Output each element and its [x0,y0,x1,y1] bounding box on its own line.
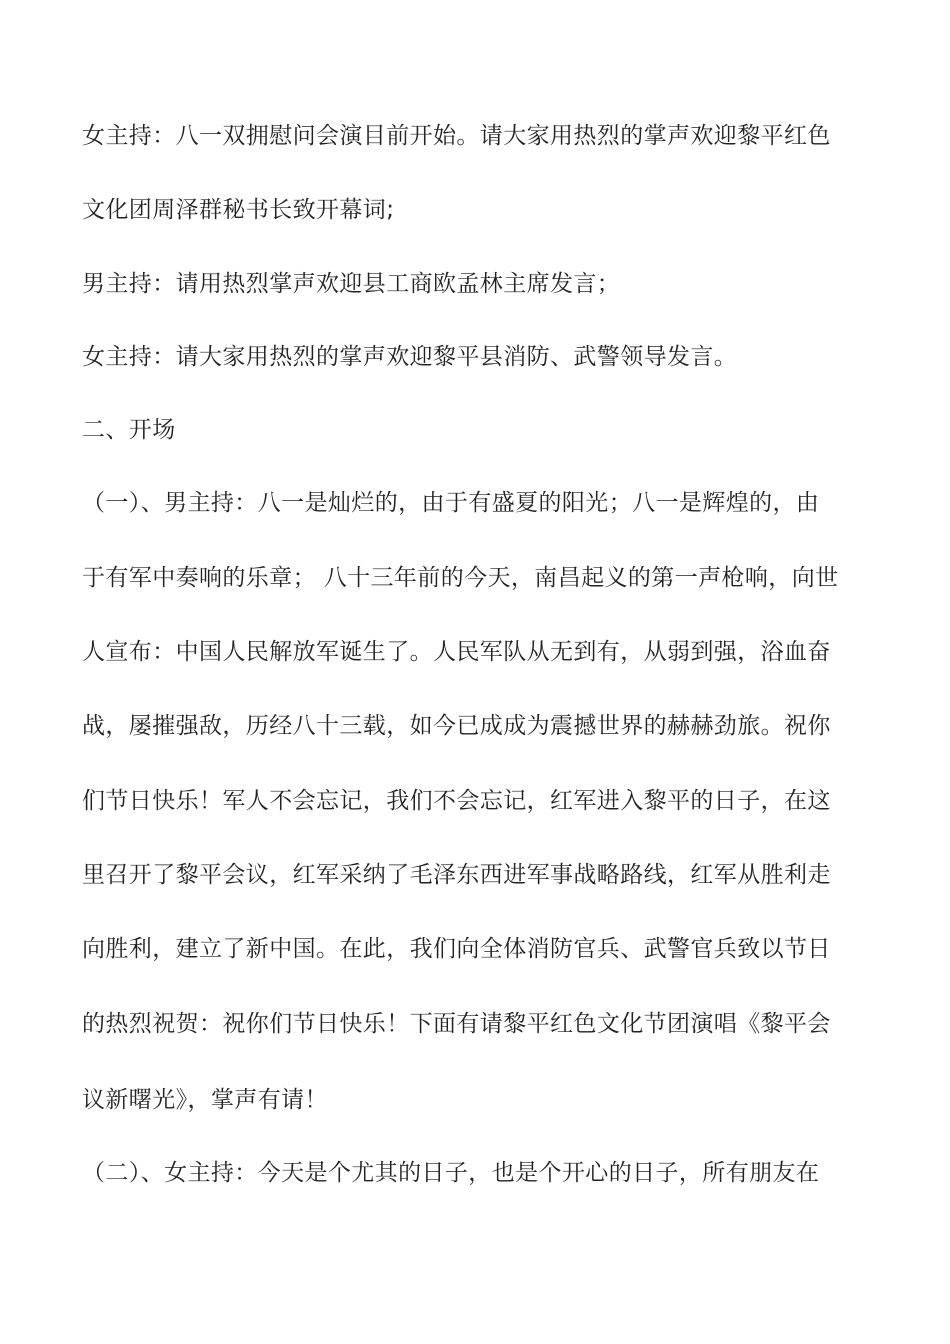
paragraph-line: 向胜利，建立了新中国。在此，我们向全体消防官兵、武警官兵致以节日 [82,936,831,962]
section-heading: 二、开场 [82,417,176,443]
paragraph-line: 男主持：请用热烈掌声欢迎县工商欧孟林主席发言； [82,271,621,297]
paragraph-line: 女主持：请大家用热烈的掌声欢迎黎平县消防、武警领导发言。 [82,344,738,370]
paragraph-line: 们节日快乐！军人不会忘记，我们不会忘记，红军进入黎平的日子，在这 [82,788,831,814]
paragraph-line: 议新曙光》，掌声有请！ [82,1087,328,1113]
paragraph-line: 女主持：八一双拥慰问会演目前开始。请大家用热烈的掌声欢迎黎平红色 [82,123,831,149]
paragraph-line: （一）、男主持：八一是灿烂的，由于有盛夏的阳光；八一是辉煌的，由 [82,490,820,516]
paragraph-line: 里召开了黎平会议，红军采纳了毛泽东西进军事战略路线，红军从胜利走 [82,862,831,888]
paragraph-line: 于有军中奏响的乐章； 八十三年前的今天，南昌起义的第一声枪响，向世 [82,565,839,591]
paragraph-line: 人宣布：中国人民解放军诞生了。人民军队从无到有，从弱到强，浴血奋 [82,639,831,665]
paragraph-line: 战，屡摧强敌，历经八十三载，如今已成成为震撼世界的赫赫劲旅。祝你 [82,713,831,739]
paragraph-line: 的热烈祝贺：祝你们节日快乐！下面有请黎平红色文化节团演唱《黎平会 [82,1011,831,1037]
paragraph-line: 文化团周泽群秘书长致开幕词; [82,197,395,223]
paragraph-line: （二）、女主持：今天是个尤其的日子，也是个开心的日子，所有朋友在 [82,1160,820,1186]
